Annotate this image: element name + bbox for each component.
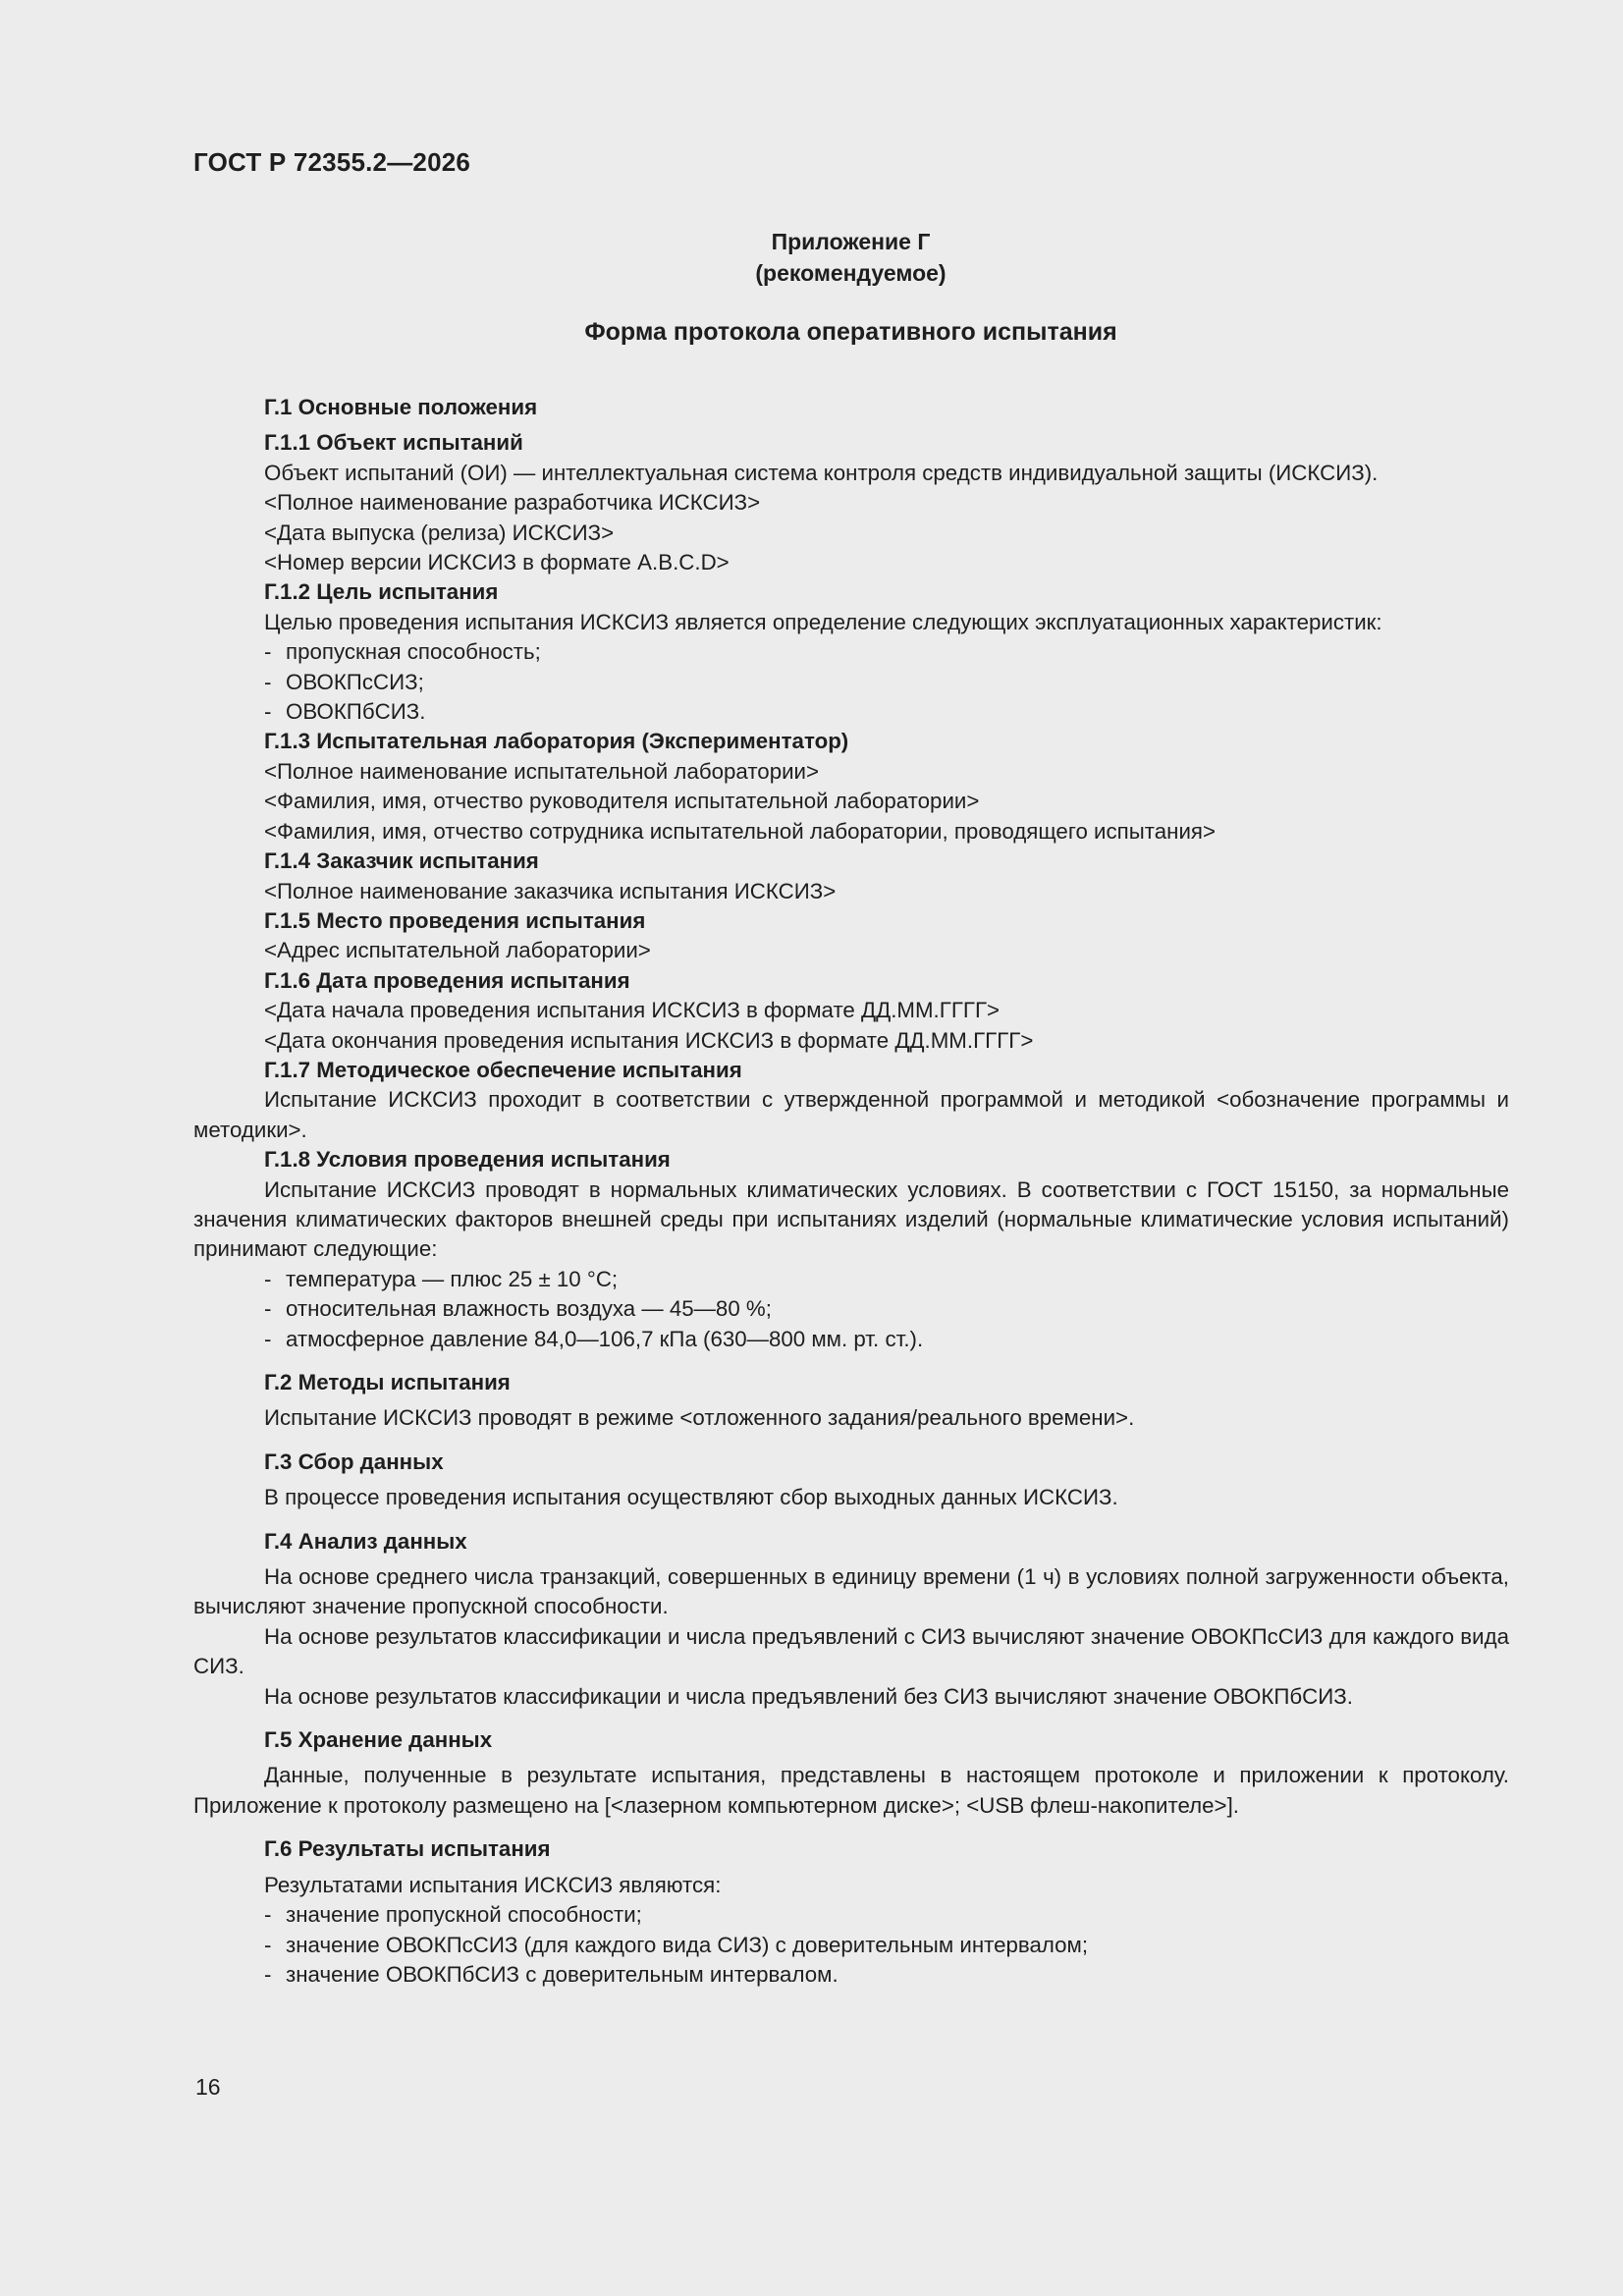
paragraph: Испытание ИСКСИЗ проходит в соответствии с утвержденной программой и методикой <обозначение программы и методики>. (193, 1087, 1509, 1142)
text-line: Испытание ИСКСИЗ проводят в режиме <отложенного задания/реального времени>. (264, 1405, 1135, 1431)
list-item-text: значение ОВОКПбСИЗ с доверительным интервалом. (286, 1961, 839, 1987)
list-item-text: температура — плюс 25 ± 10 °С; (286, 1266, 619, 1291)
text-line: <Номер версии ИСКСИЗ в формате A.B.C.D> (264, 550, 730, 575)
subsection-heading: Г.1.1 Объект испытаний (264, 430, 523, 456)
paragraph: На основе результатов классификации и числа предъявлений с СИЗ вычисляют значение ОВОКПсСИЗ для каждого вида СИЗ. (193, 1623, 1509, 1679)
subsection-heading: Г.1.6 Дата проведения испытания (264, 967, 630, 993)
text-line: Результатами испытания ИСКСИЗ являются: (264, 1872, 722, 1897)
list-dash: - (264, 669, 272, 694)
list-item-text: относительная влажность воздуха — 45—80 %; (286, 1296, 772, 1322)
document-code: ГОСТ Р 72355.2—2026 (193, 147, 471, 177)
paragraph: Испытание ИСКСИЗ проводят в нормальных климатических условиях. В соответствии с ГОСТ 15150, за нормальные значения климатических факторов внешней среды при испытаниях изделий (нормальные климатические условия испытаний) принимают следующие: (193, 1176, 1509, 1262)
subsection-heading: Г.1.3 Испытательная лаборатория (Экспериментатор) (264, 729, 849, 754)
paragraph: На основе результатов классификации и числа предъявлений без СИЗ вычисляют значение ОВОКПбСИЗ. (264, 1683, 1353, 1709)
list-item (193, 668, 1509, 697)
subsection-heading: Г.1.2 Цель испытания (264, 579, 499, 605)
list-item (193, 1265, 1509, 1294)
section-heading: Г.4 Анализ данных (264, 1528, 467, 1554)
subsection-heading: Г.1.4 Заказчик испытания (264, 848, 539, 874)
list-item (193, 1325, 1509, 1354)
list-item (193, 1900, 1509, 1930)
text-line: <Дата выпуска (релиза) ИСКСИЗ> (264, 519, 615, 545)
text-line: В процессе проведения испытания осуществляют сбор выходных данных ИСКСИЗ. (264, 1485, 1118, 1510)
text-line: <Полное наименование разработчика ИСКСИЗ> (264, 490, 761, 516)
text-line: <Дата начала проведения испытания ИСКСИЗ в формате ДД.ММ.ГГГГ> (264, 998, 1001, 1023)
list-item-text: значение ОВОКПсСИЗ (для каждого вида СИЗ) с доверительным интервалом; (286, 1932, 1089, 1957)
text-line: Объект испытаний (ОИ) — интеллектуальная система контроля средств индивидуальной защиты (ИСКСИЗ). (264, 460, 1379, 485)
paragraph: Данные, полученные в результате испытания, представлены в настоящем протоколе и приложении к протоколу. Приложение к протоколу размещено на [<лазерном компьютерном диске>; <USB флеш-накопителе>]. (193, 1763, 1509, 1818)
text-line: <Фамилия, имя, отчество руководителя испытательной лаборатории> (264, 789, 980, 814)
text-line: <Полное наименование испытательной лаборатории> (264, 758, 820, 784)
list-item (193, 1294, 1509, 1324)
page-number: 16 (195, 2074, 221, 2100)
subsection-heading: Г.1.5 Место проведения испытания (264, 907, 646, 933)
list-dash: - (264, 1932, 272, 1957)
appendix-status: (рекомендуемое) (755, 260, 947, 286)
list-item (193, 637, 1509, 667)
list-dash: - (264, 1296, 272, 1322)
list-item (193, 697, 1509, 727)
list-item-text: атмосферное давление 84,0—106,7 кПа (630—800 мм. рт. ст.). (286, 1326, 924, 1351)
list-dash: - (264, 699, 272, 725)
subsection-heading: Г.1.7 Методическое обеспечение испытания (264, 1057, 742, 1082)
document-title: Форма протокола оперативного испытания (584, 318, 1117, 346)
section-heading: Г.5 Хранение данных (264, 1727, 493, 1753)
section-heading: Г.1 Основные положения (264, 395, 538, 419)
section-heading: Г.3 Сбор данных (264, 1449, 444, 1474)
list-item (193, 1960, 1509, 1990)
appendix-heading (0, 226, 1623, 289)
list-item-text: пропускная способность; (286, 639, 541, 665)
list-dash: - (264, 1961, 272, 1987)
text-line: <Адрес испытательной лаборатории> (264, 938, 651, 963)
text-line: <Дата окончания проведения испытания ИСКСИЗ в формате ДД.ММ.ГГГГ> (264, 1027, 1034, 1053)
list-dash: - (264, 1902, 272, 1928)
section-heading: Г.2 Методы испытания (264, 1370, 511, 1394)
document-body (193, 393, 1509, 1990)
subsection-heading: Г.1.8 Условия проведения испытания (264, 1147, 671, 1173)
list-dash: - (264, 1266, 272, 1291)
paragraph: На основе среднего числа транзакций, совершенных в единицу времени (1 ч) в условиях полной загруженности объекта, вычисляют значение пропускной способности. (193, 1564, 1509, 1619)
list-item-text: значение пропускной способности; (286, 1902, 642, 1928)
list-dash: - (264, 1326, 272, 1351)
list-item-text: ОВОКПсСИЗ; (286, 669, 424, 694)
text-line: <Фамилия, имя, отчество сотрудника испытательной лаборатории, проводящего испытания> (264, 818, 1216, 844)
section-heading: Г.6 Результаты испытания (264, 1836, 551, 1862)
text-line: Целью проведения испытания ИСКСИЗ является определение следующих эксплуатационных характеристик: (264, 609, 1382, 634)
list-dash: - (264, 639, 272, 665)
appendix-label: Приложение Г (771, 229, 931, 254)
list-item (193, 1931, 1509, 1960)
list-item-text: ОВОКПбСИЗ. (286, 699, 426, 725)
text-line: <Полное наименование заказчика испытания ИСКСИЗ> (264, 878, 837, 903)
